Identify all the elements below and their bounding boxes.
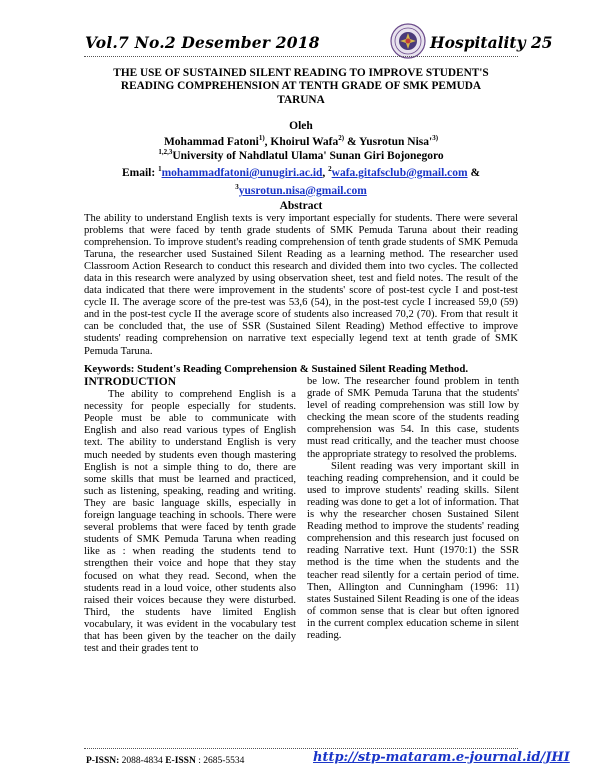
oleh-label: Oleh — [289, 120, 313, 132]
journal-url-link[interactable]: http://stp-mataram.e-journal.id/JHI — [313, 750, 570, 765]
journal-name-page: Hospitality 25 — [430, 33, 553, 52]
footer-rule — [84, 748, 518, 749]
journal-volume: Vol.7 No.2 Desember 2018 — [85, 33, 320, 52]
intro-paragraph-2: be low. The researcher found problem in tenth grade of SMK Pemuda Taruna that the students' level of reading comprehension was still low by checking the mean score of the students reading comprehension was 54. In this case, students must read critically, and the teacher must choose the appropriate strategy to resolved the problems. — [307, 376, 519, 460]
email-link-2[interactable]: wafa.gitafsclub@gmail.com — [331, 166, 468, 179]
affiliation: $^{1,2,3}$University of Nahdlatul Ulama' Sunan Giri Bojonegoro — [158, 148, 444, 162]
abstract-text: The ability to understand English texts is very important especially for students. There were several problems that were faced by tenth grade students of SMK Pemuda Taruna about their reading comprehension. To improve student's reading comprehension of tenth grade students of SMK Pemuda Taruna, the researcher used Sustained Silent Reading as a learning method. The researcher used Classroom Action Research to conduct this research and divided them into two cycles. The collected data in this research were analyzed by using observation sheet, test and field notes. The result of the data indicated that there were improvement in the students' score of post-test cycle I and post-test cycle II. The average score of the pre-test was 53,6 (54), in the post-test cycle I increased 59,0 (59) and in the post-test cycle II the average score of students also increased 70,2 (70). From that result it can be concluded that, the use of SSR (Sustained Silent Reading) Method effective to improve students' reading comprehension on narrative text especially legend text at tenth grade of SMK Pemuda Taruna. — [84, 213, 518, 357]
abstract-heading: Abstract — [279, 200, 323, 212]
email-link-3[interactable]: yusrotun.nisa@gmail.com — [238, 184, 367, 197]
author-list: Mohammad Fatoni$^{1)}$, Khoirul Wafa$^{2)}$ & Yusrotun $Nisa'^{3)}$ — [163, 134, 439, 148]
left-column — [84, 376, 296, 655]
intro-paragraph-1: The ability to comprehend English is a necessity for people especially for students. People must be able to communicate with English and also read various types of English text. The ability to understand English is very much needed by students even though mastering English is not a simple thing to do, there are some skills that must be learned and practiced, such as listening, speaking, reading and writing. They are basic language skills, especially in foreign language teaching in schools. There were several problems that were faced by tenth grade students of SMK Pemuda Taruna when reading like as : when reading the students tend to strengthen their voice and hope that they stay focused on what they read. Second, when the students read in a loud voice, other students also raised their voices because they were disturbed. Third, the students have limited English vocabulary, it was evident in the vocabulary test that has been given by the teacher on the daily test and their grades tent to — [84, 389, 296, 655]
journal-seal-icon — [390, 23, 426, 59]
keywords: Keywords: Student's Reading Comprehension & Sustained Silent Reading Method. — [84, 363, 469, 375]
author-emails: Email: $^1$mohammadfatoni@unugiri.ac.id, $^2$wafa.gitafsclub@gmail.com & $^3$yusrotun.nisa@gmail.com — [121, 165, 481, 197]
right-column — [307, 376, 519, 642]
email-link-1[interactable]: mohammadfatoni@unugiri.ac.id — [161, 166, 323, 179]
header-rule — [84, 56, 518, 57]
introduction-heading: INTRODUCTION — [84, 376, 177, 388]
paper-title: THE USE OF SUSTAINED SILENT READING TO IMPROVE STUDENT'S READING COMPREHENSION AT TENTH GRADE OF SMK PEMUDA TARUNA — [113, 67, 489, 106]
issn-info: P-ISSN: 2088-4834 E-ISSN : 2685-5534 — [86, 756, 245, 766]
intro-paragraph-3: Silent reading was very important skill in teaching reading comprehension, and it could be used to improve students' reading skills. Silent reading was done to get a lot of information. That is why the researcher chosen Sustained Silent Reading method to improve the students' reading comprehension and this research just focused on reading Narrative text. Hunt (1970:1) the SSR method is the time when the students and the teacher read silently for a certain period of time. Then, Allington and Cunningham (1996: 11) states Sustained Silent Reading is one of the ideas of common sense that is clear but often ignored in the current complex education scheme in silent reading. — [307, 460, 519, 641]
